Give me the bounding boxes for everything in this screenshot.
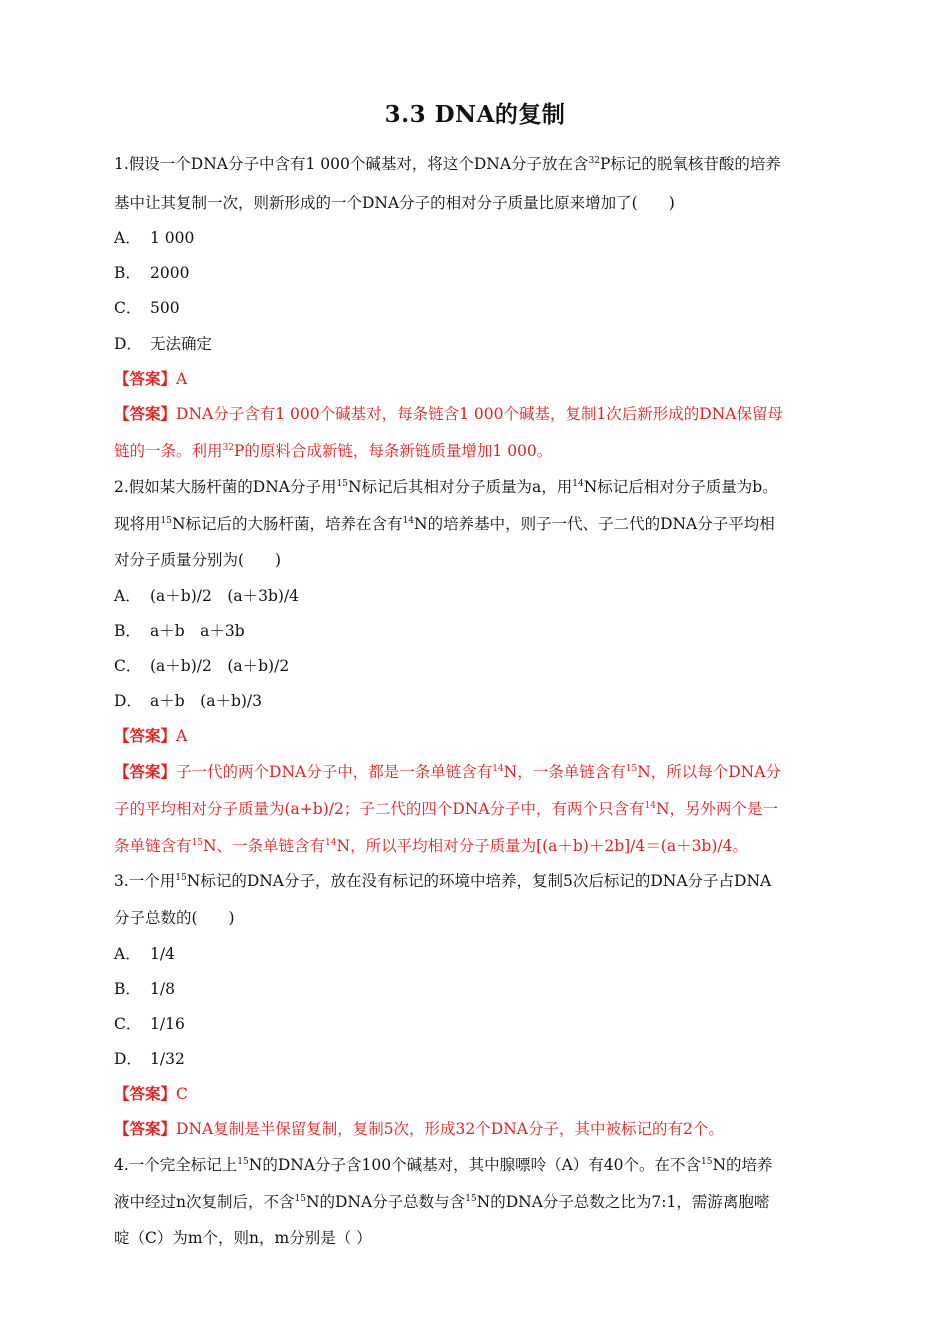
q4-stem-line2: 液中经过n次复制后，不含$^{15}$N的DNA分子总数与含$^{15}$N的DNA分子总数之比为7:1，需游离胞嘧 <box>114 1193 770 1211</box>
q1-answer: 【答案】A <box>114 369 188 388</box>
q2-stem-line1: 2.假如某大肠杆菌的DNA分子用$^{15}$N标记后其相对分子质量为a，用$^{14}$N标记后相对分子质量为b。 <box>114 478 778 496</box>
q3-option-a: A． 1/4 <box>114 945 175 963</box>
q2-analysis-line1: 【答案】子一代的两个DNA分子中，都是一条单链含有$^{14}$N，一条单链含有$^{15}$N，所以每个DNA分 <box>114 762 781 781</box>
q2-option-a: A． (a＋b)/2 (a＋3b)/4 <box>114 587 300 605</box>
q3-option-b: B． 1/8 <box>114 980 175 998</box>
q1-option-c: C． 500 <box>114 299 180 317</box>
q3-stem-line2: 分子总数的( ) <box>114 909 235 927</box>
q2-option-c: C． (a＋b)/2 (a＋b)/2 <box>114 657 290 675</box>
q1-analysis-line1: 【答案】DNA分子含有1 000个碱基对，每条链含1 000个碱基，复制1次后新形成的DNA保留母 <box>114 404 783 423</box>
q2-option-b: B． a＋b a＋3b <box>114 622 245 640</box>
q2-answer: 【答案】A <box>114 726 188 745</box>
q2-stem-line3: 对分子质量分别为( ) <box>114 551 282 569</box>
q2-option-d: D． a＋b (a＋b)/3 <box>114 692 263 710</box>
q2-analysis-line2: 子的平均相对分子质量为(a+b)/2；子二代的四个DNA分子中，有两个只含有$^{14}$N，另外两个是一 <box>114 800 779 818</box>
q3-option-d: D． 1/32 <box>114 1050 185 1068</box>
q1-stem-line2: 基中让其复制一次，则新形成的一个DNA分子的相对分子质量比原来增加了( ) <box>114 194 675 212</box>
q3-stem-line1: 3.一个用$^{15}$N标记的DNA分子，放在没有标记的环境中培养，复制5次后标记的DNA分子占DNA <box>114 872 772 890</box>
q2-stem-line2: 现将用$^{15}$N标记后的大肠杆菌，培养在含有$^{14}$N的培养基中，则子一代、子二代的DNA分子平均相 <box>114 515 775 533</box>
q1-option-a: A． 1 000 <box>114 229 195 247</box>
q1-option-b: B． 2000 <box>114 264 190 282</box>
q2-analysis-line3: 条单链含有$^{15}$N、一条单链含有$^{14}$N，所以平均相对分子质量为[(a＋b)＋2b]/4＝(a＋3b)/4。 <box>114 837 748 855</box>
q3-analysis: 【答案】DNA复制是半保留复制，复制5次，形成32个DNA分子，其中被标记的有2个。 <box>114 1119 724 1138</box>
q3-answer: 【答案】C <box>114 1084 188 1103</box>
q1-analysis-line2: 链的一条。利用$^{32}$P的原料合成新链，每条新链质量增加1 000。 <box>114 442 553 460</box>
q4-stem-line1: 4.一个完全标记上$^{15}$N的DNA分子含100个碱基对，其中腺嘌呤（A）有40个。在不含$^{15}$N的培养 <box>114 1156 773 1174</box>
page-title: 3.3 DNA的复制 <box>384 101 566 128</box>
q1-option-d: D． 无法确定 <box>114 335 213 353</box>
q1-stem-line1: 1.假设一个DNA分子中含有1 000个碱基对，将这个DNA分子放在含$^{32}$P标记的脱氧核苷酸的培养 <box>114 155 781 173</box>
q3-option-c: C． 1/16 <box>114 1015 185 1033</box>
q4-stem-line3: 啶（C）为m个，则n，m分别是（ ） <box>114 1229 372 1247</box>
